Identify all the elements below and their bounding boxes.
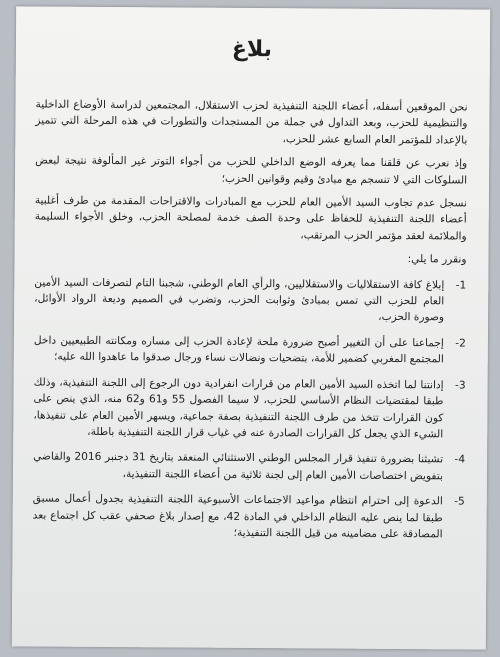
list-item — [34, 274, 466, 326]
item-number: 3- — [454, 379, 466, 392]
document-sheet — [12, 6, 490, 649]
item-number: 5- — [454, 495, 465, 508]
list-item — [33, 491, 465, 543]
document-title: بلاغ — [231, 36, 273, 63]
item-text: تشبثنا بضرورة تنفيذ قرار المجلس الوطني الاستثنائي المنعقد بتاريخ 31 دجنبر 2016 والقاضي بتفويض اختصاصات الأمين العام إلى لجنة ثلاثية من أعضاء اللجنة التنفيذية، — [33, 450, 444, 483]
paragraph-3: نسجل عدم تجاوب السيد الأمين العام للحزب مع المبادرات والاقتراحات المقدمة من طرف أغلبية أعضاء اللجنة التنفيذية للحفاظ على وحدة الصف خدمة لمصلحة الحزب، وخلق الأجواء السليمة والملائمة لعقد مؤتمر الحزب المرتقب، — [34, 194, 467, 243]
item-text: إدانتنا لما اتخذه السيد الأمين العام من قرارات انفرادية دون الرجوع إلى اللجنة التنفيذية، وذلك طبقا لمقتضيات النظام الأساسي للحزب، لا سيما الفصول 55 و61 و62 منه، الذي ينص على كون القرارات تتخذ من طرف اللجنة التنفيذية بصفة جماعية، ويسهر الأمين العام على تنفيذها، الشيء الذي يجعل كل القرارات الصادرة عنه في غياب قرار اللجنة التنفيذية باطلة، — [33, 376, 444, 441]
item-number: 4- — [454, 453, 466, 466]
list-item — [33, 449, 465, 485]
list-item — [34, 332, 466, 368]
paragraph-2: وإذ نعرب عن قلقنا مما يعرفه الوضع الداخلي للحزب من أجواء التوتر غير المألوفة نتيجة لبعض السلوكات التي لا تنسجم مع مبادئ وقيم وقوانين الحزب؛ — [35, 154, 468, 187]
item-text: الدعوة إلى احترام انتظام مواعيد الاجتماعات الأسبوعية اللجنة التنفيذية بجدول أعمال مسبق طبقا لما ينص عليه النظام الداخلي في المادة 42، مع إصدار بلاغ صحفي عقب كل اجتماع بعد المصادقة على مضامينه من قبل اللجنة التنفيذية؛ — [32, 492, 443, 541]
item-number: 1- — [455, 279, 467, 292]
decisions-intro: ونقرر ما يلي: — [407, 253, 467, 266]
list-item — [33, 374, 465, 443]
decisions-list — [33, 274, 467, 543]
item-number: 2- — [455, 337, 466, 350]
item-text: إجماعنا على أن التغيير أصبح ضرورة ملحة لإعادة الحزب إلى مساره ومكانته الطبيعيين داخل المجتمع المغربي كضمير للأمة، بتضحيات ونضالات نساء ورجال صدقوا ما عاهدوا الله عليه؛ — [33, 334, 444, 366]
item-text: إبلاغ كافة الاستقلاليات والاستقلاليين، والرأي العام الوطني، شجبنا التام لتصرفات السيد الأمين العام للحزب التي تمس بمبادئ وثوابت الحزب، وتضرب في الصميم وديعة الرواد الأوائل، وصورة الحزب، — [34, 276, 445, 324]
document-body — [32, 34, 468, 551]
paragraph-1: نحن الموقعين أسفله، أعضاء اللجنة التنفيذية لحزب الاستقلال، المجتمعين لدراسة الأوضاع الداخلية والتنظيمية للحزب، وبعد التداول في جملة من المستجدات والتطورات في هذه المرحلة التي تتميز بالإعداد للمؤتمر العام السابع عشر للحزب، — [35, 98, 468, 147]
